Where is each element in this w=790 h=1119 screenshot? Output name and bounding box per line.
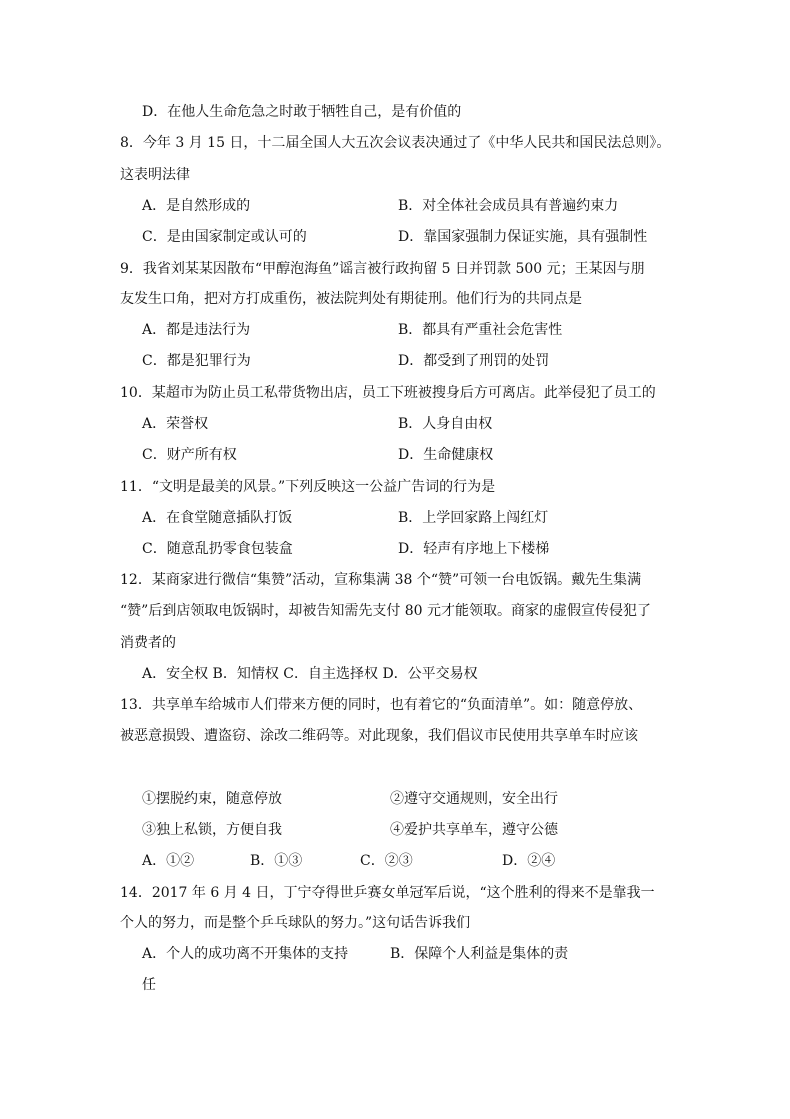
q12-stem-line1: 12．某商家进行微信“集赞”活动，宣称集满 38 个“赞”可领一台电饭锅。戴先生集满 — [120, 572, 642, 588]
q11-stem-line1: 11．“文明是最美的风景。”下列反映这一公益广告词的行为是 — [120, 479, 496, 495]
q11-option-b: B．上学回家路上闯红灯 — [398, 510, 549, 526]
q12-stem-line3: 消费者的 — [120, 635, 176, 651]
q13-option-d: D．②④ — [502, 853, 556, 869]
q8-stem-line1: 8．今年 3 月 15 日，十二届全国人大五次会议表决通过了《中华人民共和国民法总则》。 — [120, 135, 671, 151]
q14-stem-line1: 14．2017 年 6 月 4 日，丁宁夺得世乒赛女单冠军后说，“这个胜利的得来不是靠我一 — [120, 885, 655, 901]
q9-stem-line1: 9．我省刘某某因散布“甲醇泡海鱼”谣言被行政拘留 5 日并罚款 500 元；王某因与朋 — [120, 261, 645, 277]
q13-stem-line2: 被恶意损毁、遭盗窃、涂改二维码等。对此现象，我们倡议市民使用共享单车时应该 — [120, 728, 638, 744]
q11-option-d: D．轻声有序地上下楼梯 — [398, 541, 550, 557]
q10-option-d: D．生命健康权 — [398, 447, 494, 463]
q8-option-d: D．靠国家强制力保证实施，具有强制性 — [398, 229, 648, 245]
q11-option-a: A．在食堂随意插队打饭 — [142, 510, 293, 526]
q13-option-a: A．①② — [142, 853, 195, 869]
q14-option-b: B．保障个人利益是集体的责 — [390, 946, 569, 962]
q13-item-4: ④爱护共享单车，遵守公德 — [390, 822, 558, 838]
q9-option-c: C．都是犯罪行为 — [142, 353, 251, 369]
q8-option-a: A．是自然形成的 — [142, 198, 251, 214]
q9-stem-line2: 友发生口角，把对方打成重伤，被法院判处有期徒刑。他们行为的共同点是 — [120, 291, 582, 307]
q9-option-d: D．都受到了刑罚的处罚 — [398, 353, 550, 369]
q8-stem-line2: 这表明法律 — [120, 167, 190, 183]
q13-item-1: ①摆脱约束，随意停放 — [142, 791, 282, 807]
q9-option-a: A．都是违法行为 — [142, 322, 251, 338]
q8-option-c: C．是由国家制定或认可的 — [142, 229, 307, 245]
q13-item-3: ③独上私锁，方便自我 — [142, 822, 282, 838]
q10-option-b: B．人身自由权 — [398, 416, 493, 432]
q13-item-2: ②遵守交通规则，安全出行 — [390, 791, 558, 807]
q14-stem-line2: 个人的努力，而是整个乒乓球队的努力。”这句话告诉我们 — [120, 915, 471, 931]
q7-option-d: D．在他人生命危急之时敢于牺牲自己，是有价值的 — [142, 104, 462, 120]
q10-option-a: A．荣誉权 — [142, 416, 209, 432]
q13-option-b: B．①③ — [250, 853, 303, 869]
q12-options: A．安全权 B．知情权 C．自主选择权 D．公平交易权 — [142, 666, 478, 682]
q11-option-c: C．随意乱扔零食包装盒 — [142, 541, 293, 557]
q9-option-b: B．都具有严重社会危害性 — [398, 322, 563, 338]
q10-option-c: C．财产所有权 — [142, 447, 237, 463]
q14-option-a: A．个人的成功离不开集体的支持 — [142, 946, 349, 962]
q13-stem-line1: 13．共享单车给城市人们带来方便的同时，也有着它的“负面清单”。如：随意停放、 — [120, 697, 643, 713]
q10-stem-line1: 10．某超市为防止员工私带货物出店，员工下班被搜身后方可离店。此举侵犯了员工的 — [120, 385, 656, 401]
q13-option-c: C．②③ — [360, 853, 413, 869]
q14-option-b-wrap: 任 — [142, 977, 156, 993]
q8-option-b: B．对全体社会成员具有普遍约束力 — [398, 198, 619, 214]
q12-stem-line2: “赞”后到店领取电饭锅时，却被告知需先支付 80 元才能领取。商家的虚假宣传侵犯了 — [120, 603, 652, 619]
